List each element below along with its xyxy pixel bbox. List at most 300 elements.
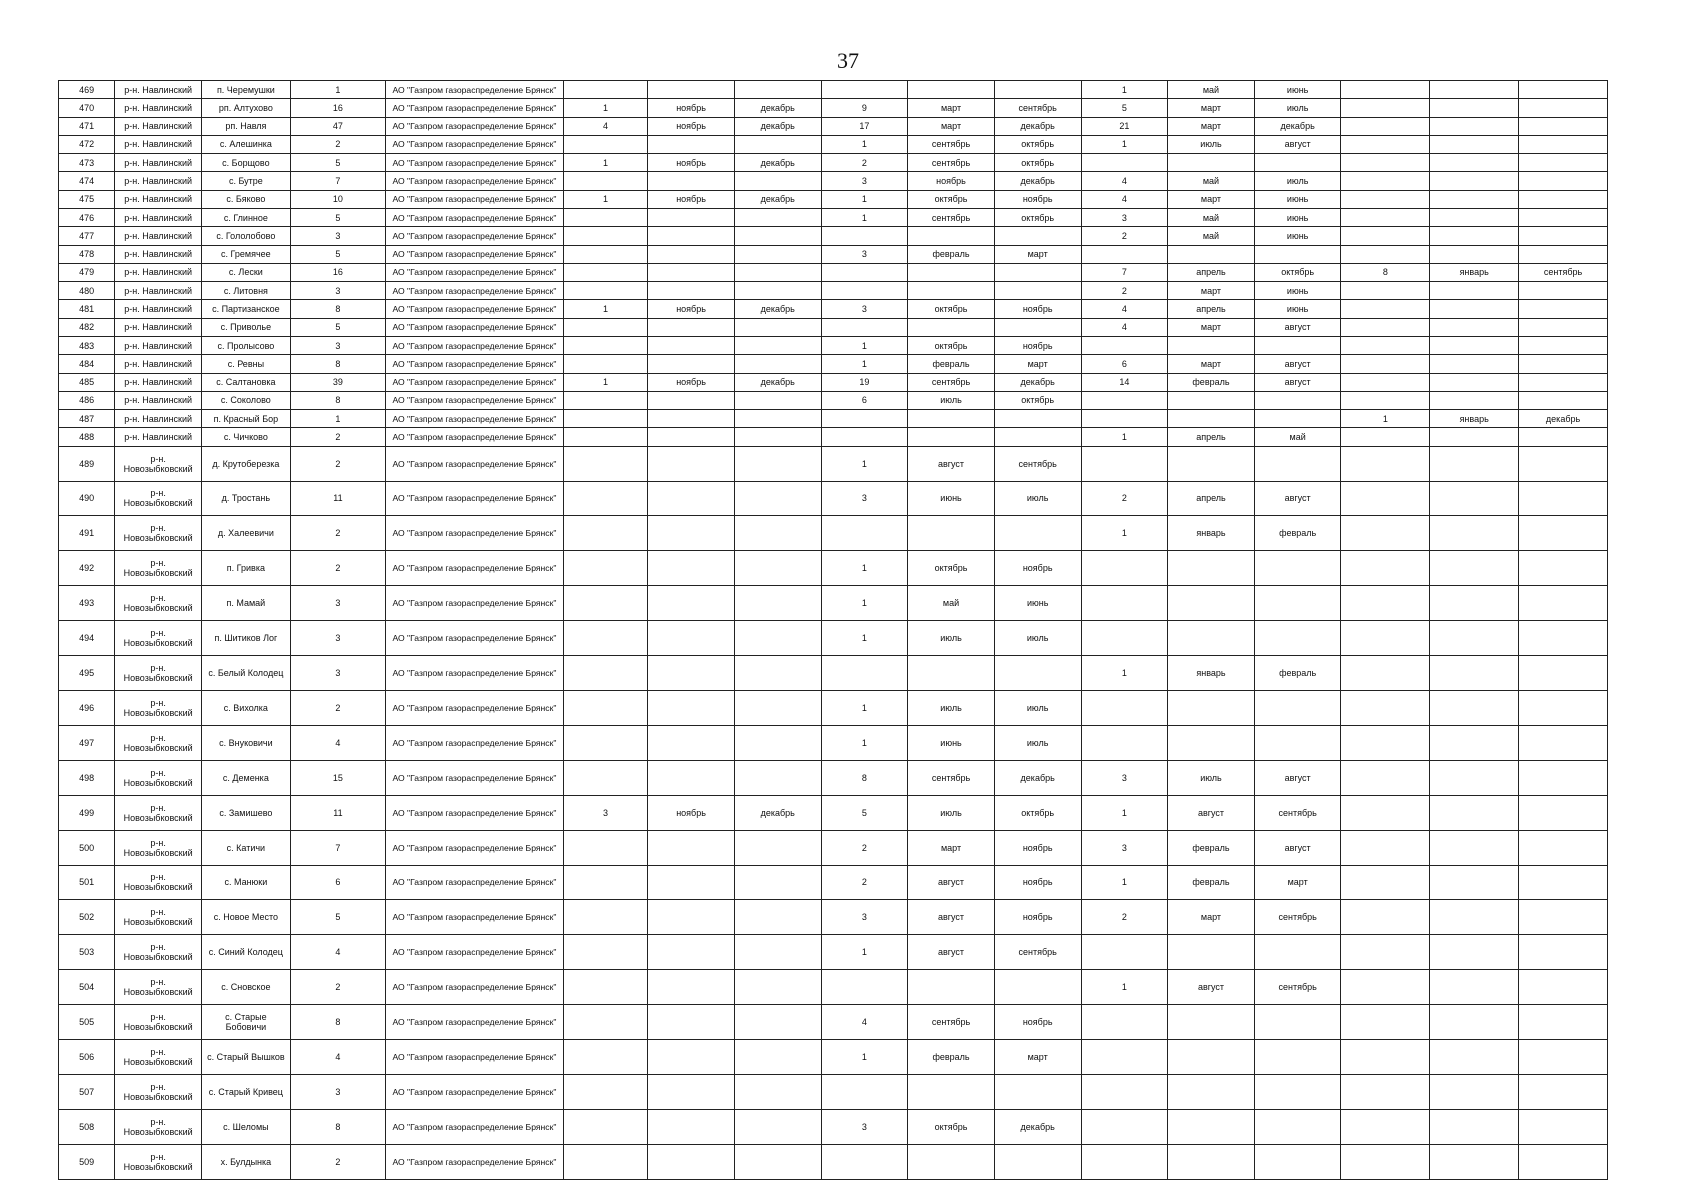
g1-count-cell [563, 1005, 647, 1040]
g2-start-month-cell: март [908, 830, 995, 865]
g1-end-month-cell [734, 690, 821, 725]
g1-start-month-cell [648, 245, 735, 263]
table-row [59, 391, 1608, 409]
g3-start-month-cell: апрель [1168, 428, 1255, 446]
table-row [59, 830, 1608, 865]
g2-count-cell: 6 [821, 391, 908, 409]
settlement-cell: с. Шеломы [201, 1109, 290, 1144]
g2-count-cell: 19 [821, 373, 908, 391]
g2-end-month-cell: октябрь [994, 208, 1081, 226]
organization-cell: АО "Газпром газораспределение Брянск" [386, 1144, 564, 1179]
g1-end-month-cell [734, 336, 821, 354]
g3-start-month-cell [1168, 336, 1255, 354]
g2-start-month-cell [908, 410, 995, 428]
g4-end-month-cell [1519, 725, 1608, 760]
g3-end-month-cell: сентябрь [1254, 795, 1341, 830]
total-count-cell: 2 [290, 551, 385, 586]
g4-start-month-cell [1430, 245, 1519, 263]
settlement-cell: с. Синий Колодец [201, 935, 290, 970]
g1-end-month-cell [734, 865, 821, 900]
g3-count-cell [1081, 336, 1168, 354]
g3-count-cell: 7 [1081, 263, 1168, 281]
g2-count-cell [821, 1144, 908, 1179]
g2-end-month-cell: декабрь [994, 373, 1081, 391]
g4-count-cell [1341, 865, 1430, 900]
district-cell: р-н. Навлинский [115, 172, 202, 190]
g3-count-cell [1081, 725, 1168, 760]
organization-cell: АО "Газпром газораспределение Брянск" [386, 135, 564, 153]
organization-cell: АО "Газпром газораспределение Брянск" [386, 1040, 564, 1075]
row-number: 489 [59, 446, 115, 481]
g3-start-month-cell: март [1168, 355, 1255, 373]
g3-end-month-cell: август [1254, 318, 1341, 336]
g2-count-cell: 3 [821, 481, 908, 516]
g2-count-cell: 3 [821, 245, 908, 263]
g1-start-month-cell [648, 428, 735, 446]
settlement-cell: с. Катичи [201, 830, 290, 865]
g3-end-month-cell [1254, 154, 1341, 172]
settlement-cell: с. Гремячее [201, 245, 290, 263]
settlement-cell: д. Крутоберезка [201, 446, 290, 481]
g1-count-cell [563, 172, 647, 190]
organization-cell: АО "Газпром газораспределение Брянск" [386, 760, 564, 795]
g4-start-month-cell [1430, 355, 1519, 373]
g4-start-month-cell [1430, 190, 1519, 208]
g1-end-month-cell [734, 935, 821, 970]
g3-start-month-cell: май [1168, 208, 1255, 226]
total-count-cell: 2 [290, 970, 385, 1005]
g3-count-cell [1081, 410, 1168, 428]
g2-end-month-cell [994, 318, 1081, 336]
g3-start-month-cell [1168, 410, 1255, 428]
g1-start-month-cell [648, 318, 735, 336]
g1-count-cell [563, 970, 647, 1005]
district-cell: р-н. Навлинский [115, 263, 202, 281]
table-row [59, 690, 1608, 725]
g2-count-cell: 3 [821, 900, 908, 935]
g2-start-month-cell: ноябрь [908, 172, 995, 190]
organization-cell: АО "Газпром газораспределение Брянск" [386, 300, 564, 318]
organization-cell: АО "Газпром газораспределение Брянск" [386, 81, 564, 99]
settlement-cell: с. Манюки [201, 865, 290, 900]
g4-count-cell [1341, 227, 1430, 245]
g4-count-cell [1341, 154, 1430, 172]
g2-end-month-cell [994, 227, 1081, 245]
district-cell: р-н. Навлинский [115, 208, 202, 226]
g3-count-cell: 2 [1081, 282, 1168, 300]
g2-end-month-cell: сентябрь [994, 99, 1081, 117]
total-count-cell: 1 [290, 81, 385, 99]
settlement-cell: с. Старый Вышков [201, 1040, 290, 1075]
organization-cell: АО "Газпром газораспределение Брянск" [386, 900, 564, 935]
g4-end-month-cell [1519, 245, 1608, 263]
district-cell: р-н. Новозыбковский [115, 725, 202, 760]
g1-count-cell: 1 [563, 300, 647, 318]
g3-start-month-cell [1168, 586, 1255, 621]
g1-start-month-cell [648, 410, 735, 428]
g1-end-month-cell [734, 410, 821, 428]
total-count-cell: 1 [290, 410, 385, 428]
g4-end-month-cell [1519, 446, 1608, 481]
organization-cell: АО "Газпром газораспределение Брянск" [386, 318, 564, 336]
g4-count-cell [1341, 970, 1430, 1005]
g4-start-month-cell [1430, 117, 1519, 135]
total-count-cell: 11 [290, 481, 385, 516]
g3-end-month-cell: июль [1254, 172, 1341, 190]
g3-count-cell: 14 [1081, 373, 1168, 391]
g2-start-month-cell: февраль [908, 245, 995, 263]
g3-count-cell [1081, 621, 1168, 656]
g2-start-month-cell: август [908, 900, 995, 935]
district-cell: р-н. Новозыбковский [115, 690, 202, 725]
total-count-cell: 3 [290, 227, 385, 245]
settlement-cell: с. Лески [201, 263, 290, 281]
g3-start-month-cell [1168, 935, 1255, 970]
g3-end-month-cell [1254, 1074, 1341, 1109]
table-row [59, 760, 1608, 795]
g3-count-cell: 21 [1081, 117, 1168, 135]
settlement-cell: рп. Навля [201, 117, 290, 135]
total-count-cell: 8 [290, 355, 385, 373]
g3-end-month-cell: август [1254, 830, 1341, 865]
g2-end-month-cell [994, 1144, 1081, 1179]
table-row [59, 865, 1608, 900]
g3-start-month-cell: июль [1168, 760, 1255, 795]
row-number: 473 [59, 154, 115, 172]
g1-end-month-cell: декабрь [734, 795, 821, 830]
row-number: 479 [59, 263, 115, 281]
total-count-cell: 2 [290, 690, 385, 725]
district-cell: р-н. Навлинский [115, 99, 202, 117]
g1-start-month-cell [648, 865, 735, 900]
district-cell: р-н. Навлинский [115, 355, 202, 373]
g4-start-month-cell [1430, 172, 1519, 190]
organization-cell: АО "Газпром газораспределение Брянск" [386, 227, 564, 245]
g2-end-month-cell: декабрь [994, 117, 1081, 135]
g3-start-month-cell: март [1168, 117, 1255, 135]
organization-cell: АО "Газпром газораспределение Брянск" [386, 410, 564, 428]
g3-count-cell: 5 [1081, 99, 1168, 117]
g4-start-month-cell [1430, 725, 1519, 760]
g1-count-cell [563, 760, 647, 795]
g3-start-month-cell: апрель [1168, 481, 1255, 516]
row-number: 502 [59, 900, 115, 935]
g4-end-month-cell [1519, 1074, 1608, 1109]
g3-end-month-cell: август [1254, 481, 1341, 516]
row-number: 508 [59, 1109, 115, 1144]
g4-end-month-cell [1519, 1109, 1608, 1144]
district-cell: р-н. Навлинский [115, 117, 202, 135]
settlement-cell: с. Глинное [201, 208, 290, 226]
g1-start-month-cell [648, 135, 735, 153]
row-number: 497 [59, 725, 115, 760]
g3-end-month-cell: февраль [1254, 656, 1341, 691]
g3-end-month-cell: июль [1254, 99, 1341, 117]
total-count-cell: 11 [290, 795, 385, 830]
g3-start-month-cell: март [1168, 282, 1255, 300]
organization-cell: АО "Газпром газораспределение Брянск" [386, 245, 564, 263]
district-cell: р-н. Новозыбковский [115, 935, 202, 970]
g3-start-month-cell [1168, 690, 1255, 725]
settlement-cell: с. Пролысово [201, 336, 290, 354]
g1-count-cell [563, 656, 647, 691]
g1-count-cell: 1 [563, 373, 647, 391]
organization-cell: АО "Газпром газораспределение Брянск" [386, 656, 564, 691]
settlement-cell: с. Соколово [201, 391, 290, 409]
g1-end-month-cell [734, 1109, 821, 1144]
g2-count-cell: 1 [821, 190, 908, 208]
organization-cell: АО "Газпром газораспределение Брянск" [386, 481, 564, 516]
g3-end-month-cell: август [1254, 355, 1341, 373]
table-row [59, 1074, 1608, 1109]
g3-count-cell [1081, 935, 1168, 970]
g2-count-cell: 1 [821, 690, 908, 725]
g3-end-month-cell: декабрь [1254, 117, 1341, 135]
district-cell: р-н. Новозыбковский [115, 970, 202, 1005]
g4-start-month-cell [1430, 135, 1519, 153]
g1-start-month-cell [648, 1144, 735, 1179]
g4-end-month-cell: декабрь [1519, 410, 1608, 428]
g4-start-month-cell [1430, 551, 1519, 586]
settlement-cell: с. Алешинка [201, 135, 290, 153]
g3-count-cell: 1 [1081, 656, 1168, 691]
g1-count-cell: 4 [563, 117, 647, 135]
organization-cell: АО "Газпром газораспределение Брянск" [386, 428, 564, 446]
g4-count-cell [1341, 190, 1430, 208]
district-cell: р-н. Новозыбковский [115, 516, 202, 551]
g4-count-cell [1341, 428, 1430, 446]
settlement-cell: с. Бяково [201, 190, 290, 208]
g1-end-month-cell [734, 1074, 821, 1109]
g2-start-month-cell [908, 428, 995, 446]
g1-count-cell [563, 282, 647, 300]
district-cell: р-н. Навлинский [115, 318, 202, 336]
g4-start-month-cell [1430, 208, 1519, 226]
g1-count-cell [563, 336, 647, 354]
g3-count-cell: 2 [1081, 227, 1168, 245]
g2-count-cell: 1 [821, 355, 908, 373]
row-number: 509 [59, 1144, 115, 1179]
table-row [59, 446, 1608, 481]
district-cell: р-н. Навлинский [115, 428, 202, 446]
g3-end-month-cell: сентябрь [1254, 900, 1341, 935]
g3-end-month-cell: июнь [1254, 227, 1341, 245]
total-count-cell: 39 [290, 373, 385, 391]
g2-start-month-cell: май [908, 586, 995, 621]
row-number: 472 [59, 135, 115, 153]
district-cell: р-н. Новозыбковский [115, 830, 202, 865]
organization-cell: АО "Газпром газораспределение Брянск" [386, 725, 564, 760]
g4-count-cell: 8 [1341, 263, 1430, 281]
g2-count-cell: 3 [821, 1109, 908, 1144]
g2-end-month-cell: декабрь [994, 172, 1081, 190]
g3-start-month-cell [1168, 1005, 1255, 1040]
table-row [59, 318, 1608, 336]
total-count-cell: 2 [290, 1144, 385, 1179]
g3-end-month-cell: февраль [1254, 516, 1341, 551]
g3-end-month-cell: март [1254, 865, 1341, 900]
g2-end-month-cell: октябрь [994, 795, 1081, 830]
g1-count-cell [563, 135, 647, 153]
g2-end-month-cell: ноябрь [994, 1005, 1081, 1040]
organization-cell: АО "Газпром газораспределение Брянск" [386, 970, 564, 1005]
g1-count-cell: 3 [563, 795, 647, 830]
district-cell: р-н. Навлинский [115, 135, 202, 153]
g3-end-month-cell: июнь [1254, 190, 1341, 208]
organization-cell: АО "Газпром газораспределение Брянск" [386, 865, 564, 900]
g1-end-month-cell [734, 1005, 821, 1040]
organization-cell: АО "Газпром газораспределение Брянск" [386, 621, 564, 656]
table-row [59, 428, 1608, 446]
table-row [59, 99, 1608, 117]
g3-start-month-cell: февраль [1168, 373, 1255, 391]
total-count-cell: 8 [290, 1109, 385, 1144]
g2-end-month-cell: октябрь [994, 154, 1081, 172]
settlement-cell: д. Тростань [201, 481, 290, 516]
g1-end-month-cell [734, 135, 821, 153]
g3-end-month-cell [1254, 410, 1341, 428]
g3-end-month-cell [1254, 621, 1341, 656]
g1-count-cell [563, 263, 647, 281]
g2-count-cell: 2 [821, 154, 908, 172]
g1-end-month-cell [734, 760, 821, 795]
g4-start-month-cell [1430, 154, 1519, 172]
district-cell: р-н. Навлинский [115, 373, 202, 391]
g4-count-cell [1341, 690, 1430, 725]
table-row [59, 300, 1608, 318]
row-number: 491 [59, 516, 115, 551]
g2-count-cell [821, 970, 908, 1005]
g4-count-cell [1341, 1144, 1430, 1179]
g3-start-month-cell: апрель [1168, 263, 1255, 281]
g2-end-month-cell [994, 282, 1081, 300]
table-row [59, 81, 1608, 99]
g2-start-month-cell: сентябрь [908, 373, 995, 391]
g4-end-month-cell [1519, 586, 1608, 621]
g1-count-cell [563, 208, 647, 226]
g4-count-cell [1341, 586, 1430, 621]
g1-end-month-cell [734, 900, 821, 935]
g4-start-month-cell [1430, 391, 1519, 409]
table-row [59, 900, 1608, 935]
g4-start-month-cell: январь [1430, 263, 1519, 281]
g1-start-month-cell [648, 208, 735, 226]
g3-count-cell: 3 [1081, 208, 1168, 226]
row-number: 493 [59, 586, 115, 621]
g3-end-month-cell: май [1254, 428, 1341, 446]
g3-end-month-cell [1254, 1144, 1341, 1179]
g2-count-cell [821, 81, 908, 99]
district-cell: р-н. Навлинский [115, 410, 202, 428]
g3-count-cell [1081, 586, 1168, 621]
g1-start-month-cell: ноябрь [648, 373, 735, 391]
g2-count-cell: 1 [821, 446, 908, 481]
g2-count-cell [821, 656, 908, 691]
organization-cell: АО "Газпром газораспределение Брянск" [386, 830, 564, 865]
g2-end-month-cell [994, 81, 1081, 99]
table-row [59, 935, 1608, 970]
g2-start-month-cell [908, 318, 995, 336]
g2-count-cell [821, 282, 908, 300]
g4-end-month-cell [1519, 760, 1608, 795]
district-cell: р-н. Новозыбковский [115, 795, 202, 830]
row-number: 484 [59, 355, 115, 373]
g2-start-month-cell: июль [908, 690, 995, 725]
table-row [59, 621, 1608, 656]
district-cell: р-н. Новозыбковский [115, 865, 202, 900]
g2-start-month-cell: сентябрь [908, 208, 995, 226]
district-cell: р-н. Новозыбковский [115, 1005, 202, 1040]
g4-end-month-cell [1519, 172, 1608, 190]
g1-end-month-cell [734, 227, 821, 245]
g2-start-month-cell: август [908, 446, 995, 481]
g3-count-cell: 1 [1081, 970, 1168, 1005]
g4-end-month-cell [1519, 865, 1608, 900]
g3-start-month-cell [1168, 1074, 1255, 1109]
g1-end-month-cell [734, 481, 821, 516]
organization-cell: АО "Газпром газораспределение Брянск" [386, 282, 564, 300]
g3-count-cell [1081, 551, 1168, 586]
g4-end-month-cell: сентябрь [1519, 263, 1608, 281]
g2-start-month-cell [908, 970, 995, 1005]
g1-count-cell [563, 865, 647, 900]
row-number: 505 [59, 1005, 115, 1040]
organization-cell: АО "Газпром газораспределение Брянск" [386, 117, 564, 135]
g4-count-cell [1341, 446, 1430, 481]
g4-start-month-cell [1430, 795, 1519, 830]
table-row [59, 656, 1608, 691]
g2-end-month-cell: сентябрь [994, 935, 1081, 970]
g1-count-cell [563, 391, 647, 409]
g2-start-month-cell [908, 1074, 995, 1109]
g1-count-cell: 1 [563, 99, 647, 117]
g3-count-cell: 1 [1081, 135, 1168, 153]
settlement-cell: п. Мамай [201, 586, 290, 621]
total-count-cell: 10 [290, 190, 385, 208]
g2-count-cell: 1 [821, 725, 908, 760]
district-cell: р-н. Навлинский [115, 227, 202, 245]
row-number: 488 [59, 428, 115, 446]
total-count-cell: 3 [290, 621, 385, 656]
g4-count-cell [1341, 1109, 1430, 1144]
g2-start-month-cell: сентябрь [908, 154, 995, 172]
district-cell: р-н. Новозыбковский [115, 621, 202, 656]
row-number: 496 [59, 690, 115, 725]
g3-start-month-cell: январь [1168, 516, 1255, 551]
g1-start-month-cell [648, 446, 735, 481]
g3-count-cell: 6 [1081, 355, 1168, 373]
g1-end-month-cell [734, 830, 821, 865]
settlement-cell: с. Приволье [201, 318, 290, 336]
settlement-cell: п. Черемушки [201, 81, 290, 99]
total-count-cell: 3 [290, 282, 385, 300]
g2-end-month-cell: ноябрь [994, 830, 1081, 865]
g4-start-month-cell [1430, 227, 1519, 245]
g2-end-month-cell: декабрь [994, 760, 1081, 795]
g3-end-month-cell [1254, 336, 1341, 354]
g2-end-month-cell: ноябрь [994, 336, 1081, 354]
table-row [59, 117, 1608, 135]
district-cell: р-н. Новозыбковский [115, 1144, 202, 1179]
g4-end-month-cell [1519, 208, 1608, 226]
g4-count-cell [1341, 900, 1430, 935]
g4-end-month-cell [1519, 428, 1608, 446]
g4-end-month-cell [1519, 154, 1608, 172]
g2-end-month-cell: ноябрь [994, 900, 1081, 935]
g1-start-month-cell [648, 81, 735, 99]
g4-end-month-cell [1519, 1144, 1608, 1179]
g2-end-month-cell [994, 516, 1081, 551]
